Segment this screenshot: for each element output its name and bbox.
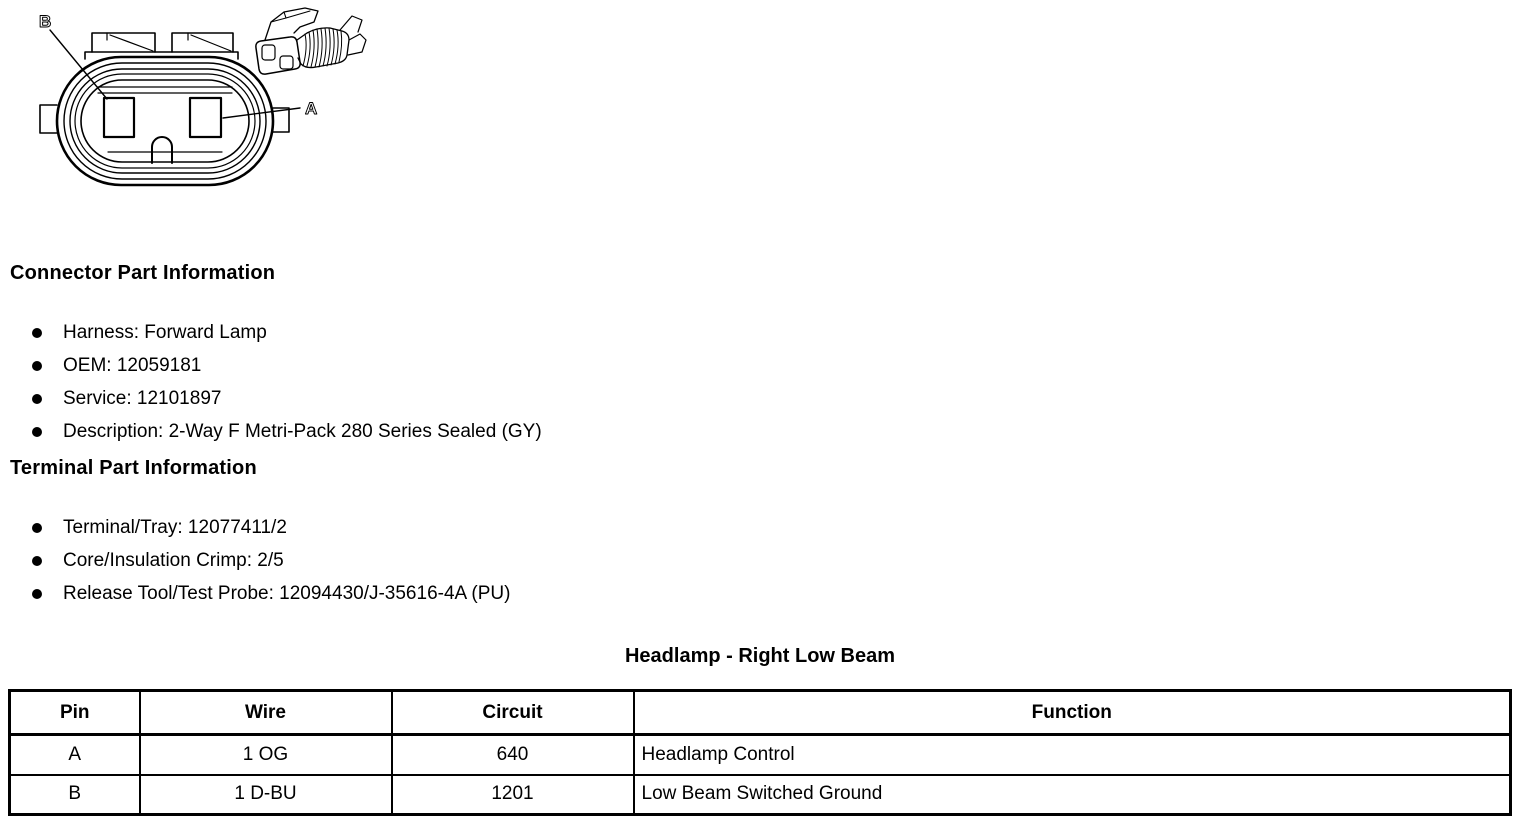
- connector-3d-view: [256, 8, 366, 74]
- list-item-text: Terminal/Tray: 12077411/2: [63, 516, 287, 538]
- seal-ribs: [303, 28, 342, 67]
- list-item: [32, 544, 510, 577]
- table-row: [10, 735, 1511, 775]
- bullet-icon: [32, 394, 42, 404]
- leader-line-b: [50, 30, 107, 99]
- pinout-table: [8, 689, 1512, 816]
- bullet-icon: [32, 523, 42, 533]
- bullet-icon: [32, 427, 42, 437]
- list-item-text: Harness: Forward Lamp: [63, 321, 267, 343]
- side-tab-left: [40, 105, 57, 133]
- bullet-icon: [32, 328, 42, 338]
- column-header-pin: Pin: [10, 691, 140, 735]
- list-item-text: Service: 12101897: [63, 387, 222, 409]
- cell-circuit: 640: [392, 735, 634, 775]
- center-key-feature: [152, 137, 172, 163]
- pin-label-b: B: [39, 12, 52, 31]
- connector-outer-ring: [57, 57, 273, 185]
- cavity-b: [104, 98, 134, 137]
- column-header-circuit: Circuit: [392, 691, 634, 735]
- connector-info-list: [32, 316, 542, 448]
- connector-part-information-heading: Connector Part Information: [10, 262, 276, 284]
- bullet-icon: [32, 556, 42, 566]
- list-item: [32, 511, 510, 544]
- connector-diagram: [0, 0, 380, 215]
- list-item: [32, 382, 542, 415]
- list-item: [32, 316, 542, 349]
- column-header-function: Function: [634, 691, 1511, 735]
- terminal-info-list: [32, 511, 510, 610]
- connector-inner-ring: [81, 80, 249, 162]
- list-item: [32, 349, 542, 382]
- cell-function: Low Beam Switched Ground: [634, 775, 1511, 815]
- list-item: [32, 415, 542, 448]
- pinout-table-title: Headlamp - Right Low Beam: [624, 645, 896, 667]
- list-item-text: Core/Insulation Crimp: 2/5: [63, 549, 284, 571]
- cell-wire: 1 D-BU: [140, 775, 392, 815]
- cell-wire: 1 OG: [140, 735, 392, 775]
- bullet-icon: [32, 589, 42, 599]
- list-item-text: Release Tool/Test Probe: 12094430/J-35616-4A (PU): [63, 582, 511, 604]
- connector-ring-4: [75, 74, 255, 168]
- cell-circuit: 1201: [392, 775, 634, 815]
- pin-label-a: A: [305, 99, 318, 118]
- bullet-icon: [32, 361, 42, 371]
- connector-top-tab-right: [172, 33, 233, 52]
- table-header-row: [10, 691, 1511, 735]
- connector-face-drawing: [0, 0, 380, 215]
- column-header-wire: Wire: [140, 691, 392, 735]
- list-item-text: Description: 2-Way F Metri-Pack 280 Series Sealed (GY): [63, 420, 542, 442]
- connector-top-tab-left: [92, 33, 155, 52]
- cell-function: Headlamp Control: [634, 735, 1511, 775]
- list-item: [32, 577, 510, 610]
- terminal-part-information-heading: Terminal Part Information: [10, 457, 257, 479]
- connector-ring-3: [70, 69, 260, 173]
- cell-pin: A: [10, 735, 140, 775]
- cell-pin: B: [10, 775, 140, 815]
- list-item-text: OEM: 12059181: [63, 354, 202, 376]
- table-row: [10, 775, 1511, 815]
- cavity-a: [190, 98, 221, 137]
